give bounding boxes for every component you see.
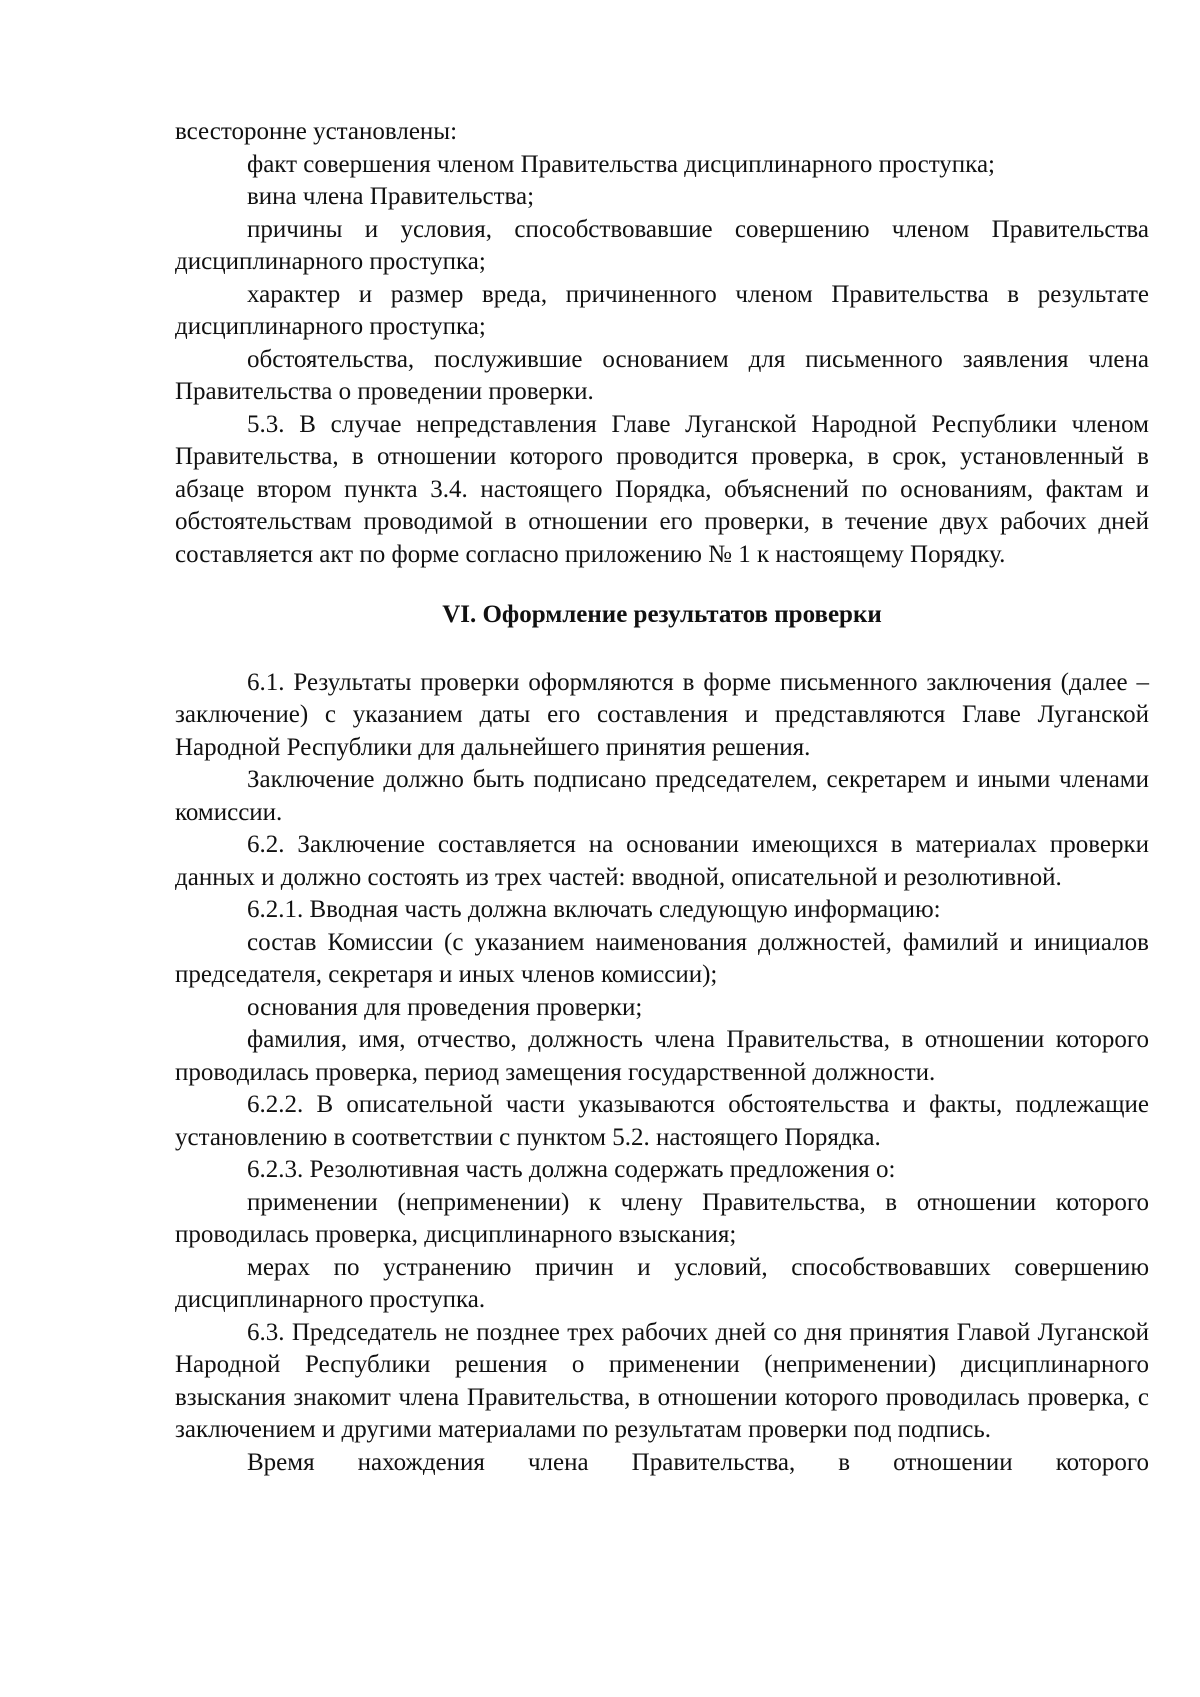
paragraph: 6.1. Результаты проверки оформляются в форме письменного заключения (далее – заключение) с указанием даты его составления и представляются Главе Луганской Народной Республики для дальнейшего принятия решения. — [175, 668, 1149, 761]
section-heading: VI. Оформление результатов проверки — [442, 601, 882, 628]
paragraph: характер и размер вреда, причиненного членом Правительства в результате дисциплинарного проступка; — [175, 280, 1149, 340]
paragraph: 6.3. Председатель не позднее трех рабочих дней со дня принятия Главой Луганской Народной Республики решения о применении (неприменении) дисциплинарного взыскания знакомит члена Правительства, в отношении которого проводилась проверка, с заключением и другими материалами по результатам проверки под подпись. — [175, 1318, 1149, 1443]
paragraph: причины и условия, способствовавшие совершению членом Правительства дисциплинарного проступка; — [175, 215, 1149, 275]
paragraph: фамилия, имя, отчество, должность члена Правительства, в отношении которого проводилась проверка, период замещения государственной должности. — [175, 1026, 1149, 1086]
paragraph: всесторонне установлены: — [175, 118, 458, 145]
paragraph: 5.3. В случае непредставления Главе Луганской Народной Республики членом Правительства, в отношении которого проводится проверка, в срок, установленный в абзаце втором пункта 3.4. настоящего Порядка, объяснений по основаниям, фактам и обстоятельствам проводимой в отношении его проверки, в течение двух рабочих дней составляется акт по форме согласно приложению № 1 к настоящему Порядку. — [175, 410, 1149, 568]
paragraph: мерах по устранению причин и условий, способствовавших совершению дисциплинарного проступка. — [175, 1253, 1149, 1313]
paragraph: 6.2.1. Вводная часть должна включать следующую информацию: — [247, 896, 941, 923]
paragraph: применении (неприменении) к члену Правительства, в отношении которого проводилась проверка, дисциплинарного взыскания; — [175, 1188, 1149, 1248]
paragraph: факт совершения членом Правительства дисциплинарного проступка; — [247, 150, 995, 178]
document-body — [175, 116, 1149, 1479]
paragraph: состав Комиссии (с указанием наименования должностей, фамилий и инициалов председателя, секретаря и иных членов комиссии); — [175, 928, 1149, 988]
paragraph: вина члена Правительства; — [247, 183, 535, 210]
paragraph: основания для проведения проверки; — [247, 993, 643, 1021]
paragraph: Заключение должно быть подписано председателем, секретарем и иными членами комиссии. — [175, 766, 1149, 826]
paragraph: Время нахождения члена Правительства, в отношении которого — [247, 1448, 1149, 1476]
paragraph: 6.2. Заключение составляется на основании имеющихся в материалах проверки данных и должно состоять из трех частей: вводной, описательной и резолютивной. — [175, 831, 1149, 891]
paragraph: 6.2.2. В описательной части указываются обстоятельства и факты, подлежащие установлению в соответствии с пунктом 5.2. настоящего Порядка. — [175, 1091, 1149, 1151]
paragraph: обстоятельства, послужившие основанием для письменного заявления члена Правительства о проведении проверки. — [175, 345, 1149, 405]
paragraph: 6.2.3. Резолютивная часть должна содержать предложения о: — [247, 1156, 896, 1183]
